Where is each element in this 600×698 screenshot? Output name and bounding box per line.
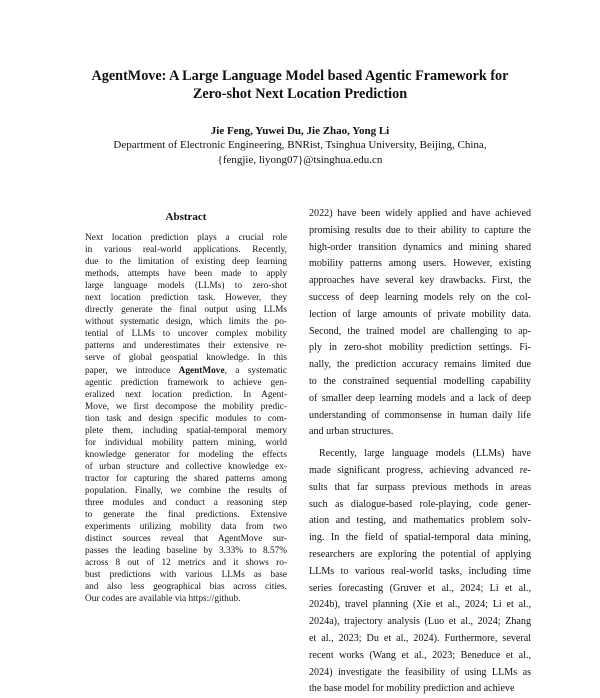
affiliation-line: Department of Electronic Engineering, BNRist, Tsinghua University, Beijing, China, — [113, 139, 487, 151]
text-line: of smaller deep learning models and a lack of deep — [309, 392, 531, 404]
text-line: mobility patterns among users. However, existing — [309, 258, 531, 270]
paper-title — [60, 67, 540, 103]
text-line: population. Finally, we combine the results of — [85, 485, 287, 496]
abstract-heading: Abstract — [165, 211, 207, 223]
text-line: methods, attempts have been made to apply — [85, 269, 287, 280]
text-line: Next location prediction plays a crucial role — [85, 233, 287, 243]
author-list: Jie Feng, Yuwei Du, Jie Zhao, Yong Li — [210, 125, 390, 137]
text-line: and urban structures. — [309, 426, 394, 438]
text-line: eralized next location prediction. In Agent- — [85, 389, 287, 400]
text-line: Our codes are available via https://github. — [85, 594, 241, 605]
text-line: plete them, including spatial-temporal memory — [85, 425, 287, 436]
text-line: such as dialogue-based role-playing, code gener- — [309, 498, 531, 510]
body-paragraph — [309, 206, 531, 441]
email-line: {fengjie, liyong07}@tsinghua.edu.cn — [217, 154, 383, 166]
text-line: distinct sources reveal that AgentMove sur- — [85, 534, 287, 545]
text-line: ation and testing, and mathematics problem solv- — [309, 515, 531, 527]
text-line: 2024) investigate the feasibility of using LLMs as — [309, 666, 531, 678]
text-line: in various real-world applications. Recently, — [85, 245, 287, 256]
text-line: to the constrained sequential modelling capability — [309, 375, 531, 387]
body-column — [309, 206, 531, 698]
text-line: three modules and conduct a reasoning step — [85, 498, 287, 509]
text-line: for individual mobility pattern mining, world — [85, 437, 287, 448]
text-line: understanding of commonsense in human daily life — [309, 409, 531, 421]
text-line: Move, we first decompose the mobility predic- — [85, 401, 287, 412]
text-line: ing. In the field of spatial-temporal data mining, — [309, 532, 531, 544]
text-line: tential of LLMs to uncover complex mobility — [85, 329, 287, 340]
title-line: Zero-shot Next Location Prediction — [192, 86, 408, 102]
text-line: bust predictions with various LLMs as base — [85, 570, 287, 581]
abstract-section — [85, 210, 287, 605]
title-line: AgentMove: A Large Language Model based Agentic Framework for — [91, 68, 509, 84]
text-line: Recently, large language models (LLMs) have — [319, 448, 531, 460]
text-line: 2022) have been widely applied and have achieved — [309, 208, 531, 219]
text-line: Second, the trained model are challenging to ap- — [309, 325, 531, 337]
text-line: success of deep learning models rely on the col- — [309, 291, 531, 303]
text-line: series forecasting (Gruver et al., 2024; Li et al., — [309, 582, 531, 594]
text-line: of urban structure and collective knowledge ex- — [85, 461, 287, 472]
text-line: the base model for mobility prediction and achieve — [309, 683, 515, 695]
text-line: large language models (LLMs) to zero-shot — [85, 281, 287, 292]
text-line: knowledge generator for modeling the effects — [85, 449, 287, 460]
text-line: nally, the prediction accuracy remains limited due — [309, 359, 531, 371]
text-line: ply in zero-shot mobility prediction settings. Fi- — [309, 342, 531, 354]
text-line: researchers are exploring the potential of applying — [309, 548, 531, 560]
text-line: patterns and underestimates their extensive re- — [85, 341, 287, 352]
text-line: directly generate the final output using LLMs — [85, 305, 287, 316]
text-line: paper, we introduce AgentMove, a systematic — [85, 365, 287, 376]
text-line: without systematic design, which limits the po- — [85, 317, 287, 328]
text-line: 2024a), trajectory analysis (Luo et al., 2024; Zhang — [309, 616, 531, 628]
text-line: et al., 2023; Du et al., 2024). Furthermore, several — [309, 632, 531, 644]
text-line: across 8 out of 12 metrics and it shows ro- — [85, 558, 287, 569]
body-paragraph — [309, 446, 531, 698]
text-line: sults that far surpass previous methods in areas — [309, 481, 531, 493]
text-line: passes the leading baseline by 3.33% to 8.57% — [85, 546, 287, 557]
affiliation — [40, 138, 560, 168]
text-line: recent works (Wang et al., 2023; Beneduce et al., — [309, 649, 531, 661]
text-line: experiments utilizing mobility data from two — [85, 522, 287, 533]
text-line: LLMs to various real-world tasks, including time — [309, 565, 531, 577]
text-line: 2024b), travel planning (Xie et al., 2024; Li et al., — [309, 599, 531, 611]
text-line: serve of global geospatial knowledge. In this — [85, 353, 287, 364]
text-line: to generate the final predictions. Extensive — [85, 510, 287, 521]
text-line: promising results due to their ability to capture the — [309, 224, 531, 236]
text-line: approaches have several key drawbacks. First, the — [309, 275, 531, 287]
text-line: lection of large amounts of private mobility data. — [309, 308, 531, 320]
text-line: high-order transition dynamics and mining shared — [309, 241, 531, 253]
abstract-text — [85, 232, 287, 605]
text-line: tion task and design specific modules to com- — [85, 413, 287, 424]
text-line: agentic prediction framework to achieve gen- — [85, 377, 287, 388]
text-line: made significant progress, achieving advanced re- — [309, 464, 531, 476]
text-line: due to the limitation of existing deep learning — [85, 257, 287, 268]
text-line: next location prediction task. However, they — [85, 293, 287, 304]
text-line: tractor for capturing the shared patterns among — [85, 473, 287, 484]
text-line: and also less geographical bias across cities. — [85, 582, 287, 593]
